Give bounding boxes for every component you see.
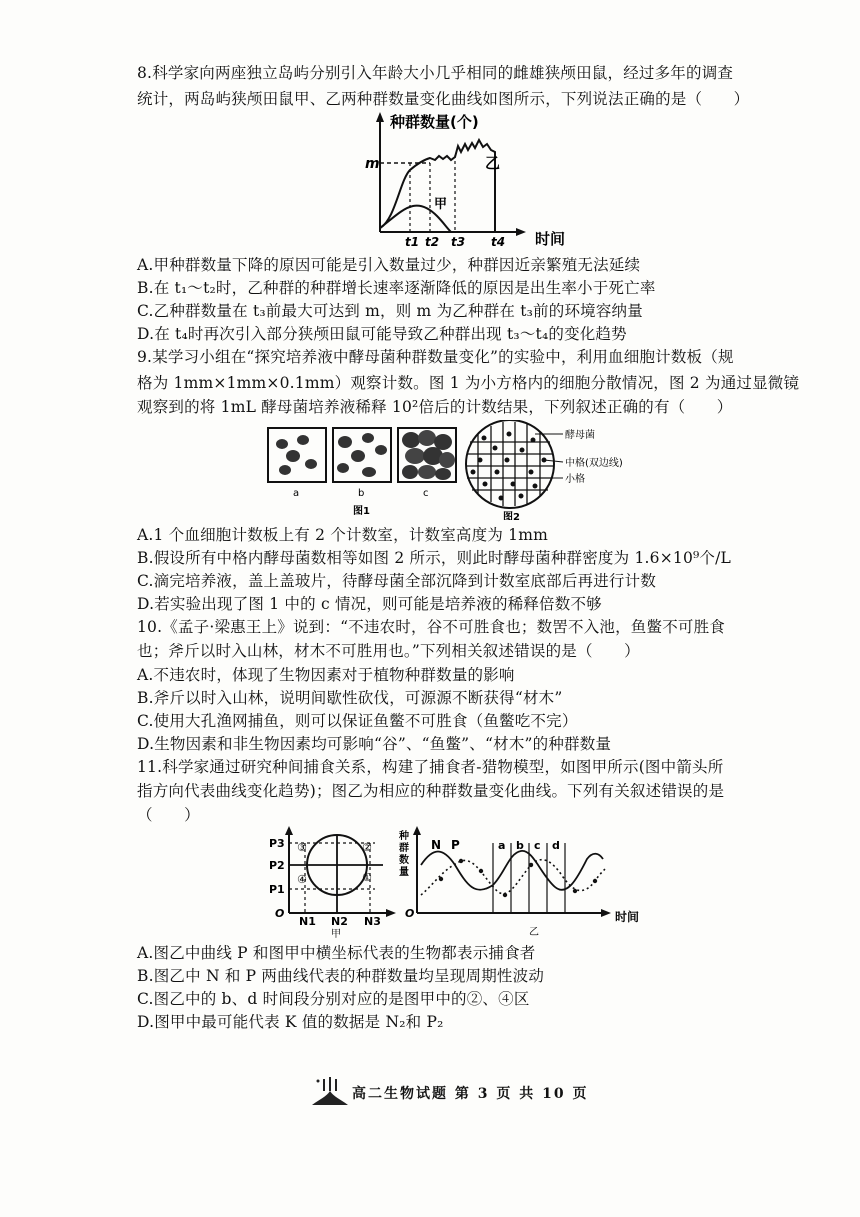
q9-fig1-label-a: a bbox=[293, 488, 300, 499]
q8-tick-t2: t2 bbox=[425, 235, 440, 249]
q11-yi-ylabel-4: 量 bbox=[399, 867, 409, 878]
q9-stem-line1: 9.某学习小组在“探究培养液中酵母菌种群数量变化”的实验中，利用血细胞计数板（规 bbox=[137, 348, 734, 366]
q11-yi-ylabel-3: 数 bbox=[399, 855, 409, 866]
q11-yi-xlabel: 时间 bbox=[615, 910, 640, 924]
q8-tick-t3: t3 bbox=[451, 235, 466, 249]
q11-jia-n3: N3 bbox=[364, 915, 381, 928]
q8-option-b: B.在 t₁～t₂时，乙种群的种群增长速率逐渐降低的原因是出生率小于死亡率 bbox=[137, 279, 656, 297]
q11-yi-seg-c: c bbox=[534, 839, 541, 852]
q8-option-a: A.甲种群数量下降的原因可能是引入数量过少，种群因近亲繁殖无法延续 bbox=[137, 256, 641, 274]
q11-stem-line1: 11.科学家通过研究种间捕食关系，构建了捕食者-猎物模型，如图甲所示(图中箭头所 bbox=[137, 758, 724, 776]
q11-jia-n2: N2 bbox=[331, 915, 348, 928]
q11-jia-p3: P3 bbox=[269, 837, 285, 850]
q8-option-c: C.乙种群数量在 t₃前最大可达到 m，则 m 为乙种群在 t₃前的环境容纳量 bbox=[137, 302, 643, 320]
q9-option-d: D.若实验出现了图 1 中的 c 情况，则可能是培养液的稀释倍数不够 bbox=[137, 595, 602, 613]
q10-stem-line1: 10.《孟子·梁惠王上》说到：“不违农时，谷不可胜食也；数罟不入池，鱼鳖不可胜食 bbox=[137, 618, 726, 636]
q9-fig2-caption: 图2 bbox=[503, 512, 520, 520]
q10-option-a: A.不违农时，体现了生物因素对于植物种群数量的影响 bbox=[137, 666, 515, 684]
q11-stem-line2: 指方向代表曲线变化趋势)；图乙为相应的种群数量变化曲线。下列有关叙述错误的是 bbox=[137, 782, 725, 800]
q11-jia-p1: P1 bbox=[269, 883, 285, 896]
q8-curve-jia: 甲 bbox=[434, 197, 448, 212]
q9-label-yeast: 酵母菌 bbox=[565, 430, 595, 441]
q11-option-a: A.图乙中曲线 P 和图甲中横坐标代表的生物都表示捕食者 bbox=[137, 944, 536, 962]
q11-yi-curve-n: N bbox=[431, 838, 442, 852]
q9-option-b: B.假设所有中格内酵母菌数相等如图 2 所示，则此时酵母菌种群密度为 1.6×10⁹个/L bbox=[137, 549, 732, 567]
q9-fig1-label-b: b bbox=[358, 488, 365, 499]
q11-jia-caption: 甲 bbox=[331, 929, 341, 940]
q9-figure bbox=[265, 420, 625, 524]
q8-tick-t1: t1 bbox=[405, 235, 420, 249]
q10-option-c: C.使用大孔渔网捕鱼，则可以保证鱼鳖不可胜食（鱼鳖吃不完） bbox=[137, 712, 578, 730]
q10-option-b: B.斧斤以时入山林，说明间歇性砍伐，可源源不断获得“材木” bbox=[137, 689, 563, 707]
footer-logo-icon bbox=[310, 1073, 350, 1109]
q11-region-1: ① bbox=[362, 871, 372, 884]
q11-yi-caption: 乙 bbox=[529, 927, 539, 938]
q9-option-a: A.1 个血细胞计数板上有 2 个计数室，计数室高度为 1mm bbox=[137, 526, 549, 544]
q8-ylabel: 种群数量(个) bbox=[390, 113, 479, 131]
q9-fig1-label-c: c bbox=[423, 488, 429, 499]
q11-jia-p2: P2 bbox=[269, 859, 285, 872]
q11-option-b: B.图乙中 N 和 P 两曲线代表的种群数量均呈现周期性波动 bbox=[137, 967, 545, 985]
q9-option-c: C.滴完培养液，盖上盖玻片，待酵母菌全部沉降到计数室底部后再进行计数 bbox=[137, 572, 657, 590]
q11-yi-seg-a: a bbox=[498, 839, 506, 852]
q11-yi-ylabel-2: 群 bbox=[399, 843, 409, 854]
q11-yi-seg-b: b bbox=[516, 839, 524, 852]
q9-label-medium-grid: 中格(双边线) bbox=[565, 458, 623, 469]
q11-region-2: ② bbox=[362, 841, 372, 854]
q9-stem-line3: 观察到的将 1mL 酵母菌培养液稀释 10²倍后的计数结果，下列叙述正确的有（ ） bbox=[137, 398, 733, 416]
q8-stem-line1: 8.科学家向两座独立岛屿分别引入年龄大小几乎相同的雌雄狭颅田鼠，经过多年的调查 bbox=[137, 64, 734, 82]
q8-option-d: D.在 t₄时再次引入部分狭颅田鼠可能导致乙种群出现 t₃～t₄的变化趋势 bbox=[137, 325, 627, 343]
q8-curve-yi: 乙 bbox=[485, 154, 501, 172]
q8-stem-line2: 统计，两岛屿狭颅田鼠甲、乙两种群数量变化曲线如图所示，下列说法正确的是（ ） bbox=[137, 90, 750, 108]
q11-figure bbox=[265, 825, 655, 944]
q11-yi-origin: O bbox=[405, 907, 415, 920]
footer-page-info: 高二生物试题 第 3 页 共 10 页 bbox=[352, 1086, 589, 1102]
q8-tick-t4: t4 bbox=[491, 235, 506, 249]
q9-stem-line2: 格为 1mm×1mm×0.1mm）观察计数。图 1 为小方格内的细胞分散情况，图 2 为通过显微镜 bbox=[137, 374, 800, 392]
q8-figure bbox=[355, 110, 575, 254]
q11-jia-origin: O bbox=[275, 907, 285, 920]
q11-yi-curve-p: P bbox=[451, 838, 460, 852]
page-footer bbox=[310, 1073, 610, 1113]
q11-option-d: D.图甲中最可能代表 K 值的数据是 N₂和 P₂ bbox=[137, 1013, 444, 1031]
q9-label-small-grid: 小格 bbox=[565, 474, 585, 485]
q9-fig1-caption: 图1 bbox=[353, 506, 370, 517]
q11-yi-ylabel-1: 种 bbox=[399, 831, 409, 842]
q10-option-d: D.生物因素和非生物因素均可影响“谷”、“鱼鳖”、“材木”的种群数量 bbox=[137, 735, 612, 753]
q11-stem-line3: （ ） bbox=[137, 806, 200, 824]
q11-region-3: ③ bbox=[297, 841, 307, 854]
q11-yi-seg-d: d bbox=[552, 839, 560, 852]
q11-jia-n1: N1 bbox=[299, 915, 316, 928]
q8-m-label: m bbox=[365, 156, 380, 172]
q11-region-4: ④ bbox=[297, 873, 307, 886]
q10-stem-line2: 也；斧斤以时入山林，材木不可胜用也。”下列相关叙述错误的是（ ） bbox=[137, 642, 640, 660]
q8-xlabel: 时间 bbox=[535, 230, 566, 248]
q11-option-c: C.图乙中的 b、d 时间段分别对应的是图甲中的②、④区 bbox=[137, 990, 530, 1008]
